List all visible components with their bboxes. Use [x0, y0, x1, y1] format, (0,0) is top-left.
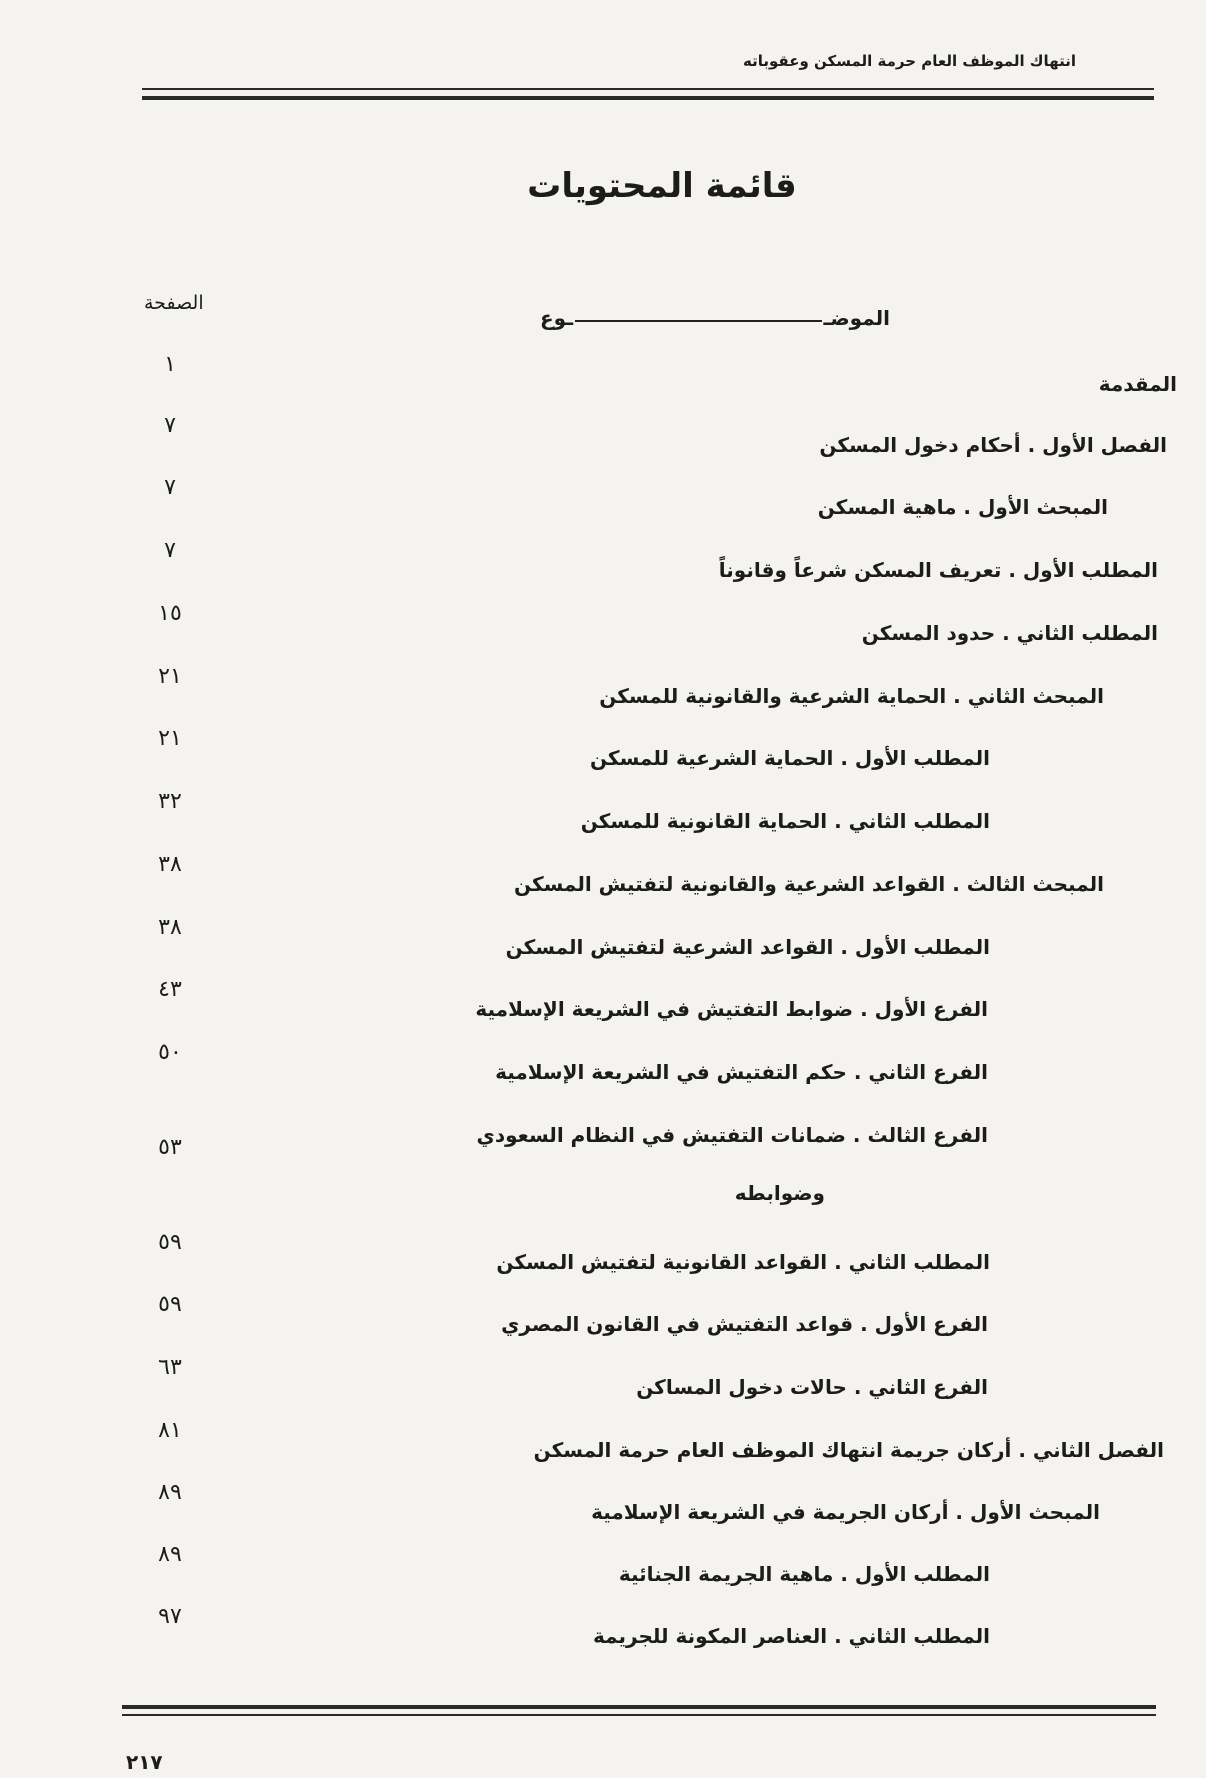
toc-entry — [140, 1123, 1180, 1205]
toc-entry — [140, 1418, 1180, 1478]
toc-entry — [140, 413, 1180, 473]
toc-entry-title: المبحث الثاني . الحماية الشرعية والقانونية للمسكن — [599, 684, 1104, 708]
toc-entry-title: المطلب الأول . ماهية الجريمة الجنائية — [618, 1562, 990, 1586]
toc-entry-continuation: وضوابطه — [734, 1181, 825, 1205]
toc-entry-page: ٢١ — [158, 664, 182, 689]
toc-entry-title: الفرع الثاني . حالات دخول المساكن — [636, 1375, 988, 1399]
toc-entry — [140, 915, 1180, 975]
toc-entry-title: الفصل الثاني . أركان جريمة انتهاك الموظف العام حرمة المسكن — [533, 1438, 1164, 1462]
toc-entry — [140, 726, 1180, 786]
column-header-topic-end: ـوع — [540, 306, 574, 330]
toc-entry-page: ٣٨ — [158, 915, 182, 940]
toc-entry-title: المطلب الثاني . حدود المسكن — [861, 621, 1158, 645]
toc-entry — [140, 1230, 1180, 1290]
toc-entry-page: ٣٢ — [158, 789, 182, 814]
toc-entry-title: المبحث الثالث . القواعد الشرعية والقانونية لتفتيش المسكن — [513, 872, 1104, 896]
toc-entry-title: المطلب الثاني . الحماية القانونية للمسكن — [580, 809, 990, 833]
toc-entry-page: ٨٩ — [158, 1480, 182, 1505]
toc-entry-page: ٩٧ — [158, 1604, 182, 1629]
toc-entry — [140, 1604, 1180, 1664]
toc-entry-title: المطلب الأول . القواعد الشرعية لتفتيش المسكن — [505, 935, 990, 959]
toc-entry-page: ٥٩ — [158, 1292, 182, 1317]
column-header-topic — [540, 306, 890, 330]
toc-entry — [140, 1292, 1180, 1352]
toc-entry — [140, 977, 1180, 1037]
header-rule-thin — [142, 88, 1154, 90]
toc-entry-page: ٢١ — [158, 726, 182, 751]
toc-entry — [140, 538, 1180, 598]
page-title: قائمة المحتويات — [527, 166, 797, 206]
toc-entry — [140, 1542, 1180, 1602]
toc-entry-page: ٥٠ — [158, 1040, 182, 1065]
toc-entry-title: المبحث الأول . أركان الجريمة في الشريعة الإسلامية — [591, 1500, 1100, 1524]
page-number: ٢١٧ — [126, 1750, 163, 1774]
toc-entry-page: ٥٣ — [158, 1135, 182, 1160]
toc-entry — [140, 1480, 1180, 1540]
toc-entry-page: ١٥ — [158, 601, 182, 626]
toc-entry — [140, 475, 1180, 535]
column-header-topic-leader — [575, 320, 821, 322]
toc-entry-page: ٨٩ — [158, 1542, 182, 1567]
toc-entry — [140, 852, 1180, 912]
toc-entry-title: الفرع الثاني . حكم التفتيش في الشريعة الإسلامية — [495, 1060, 988, 1084]
toc-entry-page: ١ — [164, 352, 176, 377]
toc-entry-page: ٦٣ — [158, 1355, 182, 1380]
toc-entry-title: الفرع الأول . ضوابط التفتيش في الشريعة الإسلامية — [475, 997, 988, 1021]
toc-entry-page: ٥٩ — [158, 1230, 182, 1255]
toc-entry-page: ٤٣ — [158, 977, 182, 1002]
footer-rule-thin — [122, 1714, 1156, 1716]
toc-entry-page: ٧ — [164, 413, 176, 438]
header-rule-thick — [142, 96, 1154, 100]
toc-entry — [140, 352, 1180, 412]
toc-entry-title: الفرع الأول . قواعد التفتيش في القانون المصري — [501, 1312, 988, 1336]
toc-entry-page: ٨١ — [158, 1418, 182, 1443]
toc-entry — [140, 601, 1180, 661]
toc-entry-title: المقدمة — [1098, 372, 1177, 396]
footer-rule-thick — [122, 1705, 1156, 1709]
toc-entry-title: المبحث الأول . ماهية المسكن — [817, 495, 1108, 519]
toc-entry-title: المطلب الأول . تعريف المسكن شرعاً وقانوناً — [718, 558, 1158, 582]
toc-entry-title: المطلب الثاني . العناصر المكونة للجريمة — [592, 1624, 990, 1648]
toc-entry-page: ٧ — [164, 475, 176, 500]
running-header: انتهاك الموظف العام حرمة المسكن وعقوباته — [743, 52, 1076, 70]
toc-entry-page: ٣٨ — [158, 852, 182, 877]
toc-entry-title: المطلب الثاني . القواعد القانونية لتفتيش المسكن — [496, 1250, 990, 1274]
toc-entry-title: المطلب الأول . الحماية الشرعية للمسكن — [589, 746, 990, 770]
toc-entry — [140, 789, 1180, 849]
toc-entry — [140, 664, 1180, 724]
column-header-topic-start: الموضـ — [823, 306, 890, 330]
toc-entry-page: ٧ — [164, 538, 176, 563]
toc-entry-title: الفصل الأول . أحكام دخول المسكن — [819, 433, 1167, 457]
toc-entry-title: الفرع الثالث . ضمانات التفتيش في النظام السعودي — [476, 1123, 988, 1147]
toc-entry — [140, 1040, 1180, 1100]
column-header-page: الصفحة — [144, 292, 204, 314]
toc-entry — [140, 1355, 1180, 1415]
